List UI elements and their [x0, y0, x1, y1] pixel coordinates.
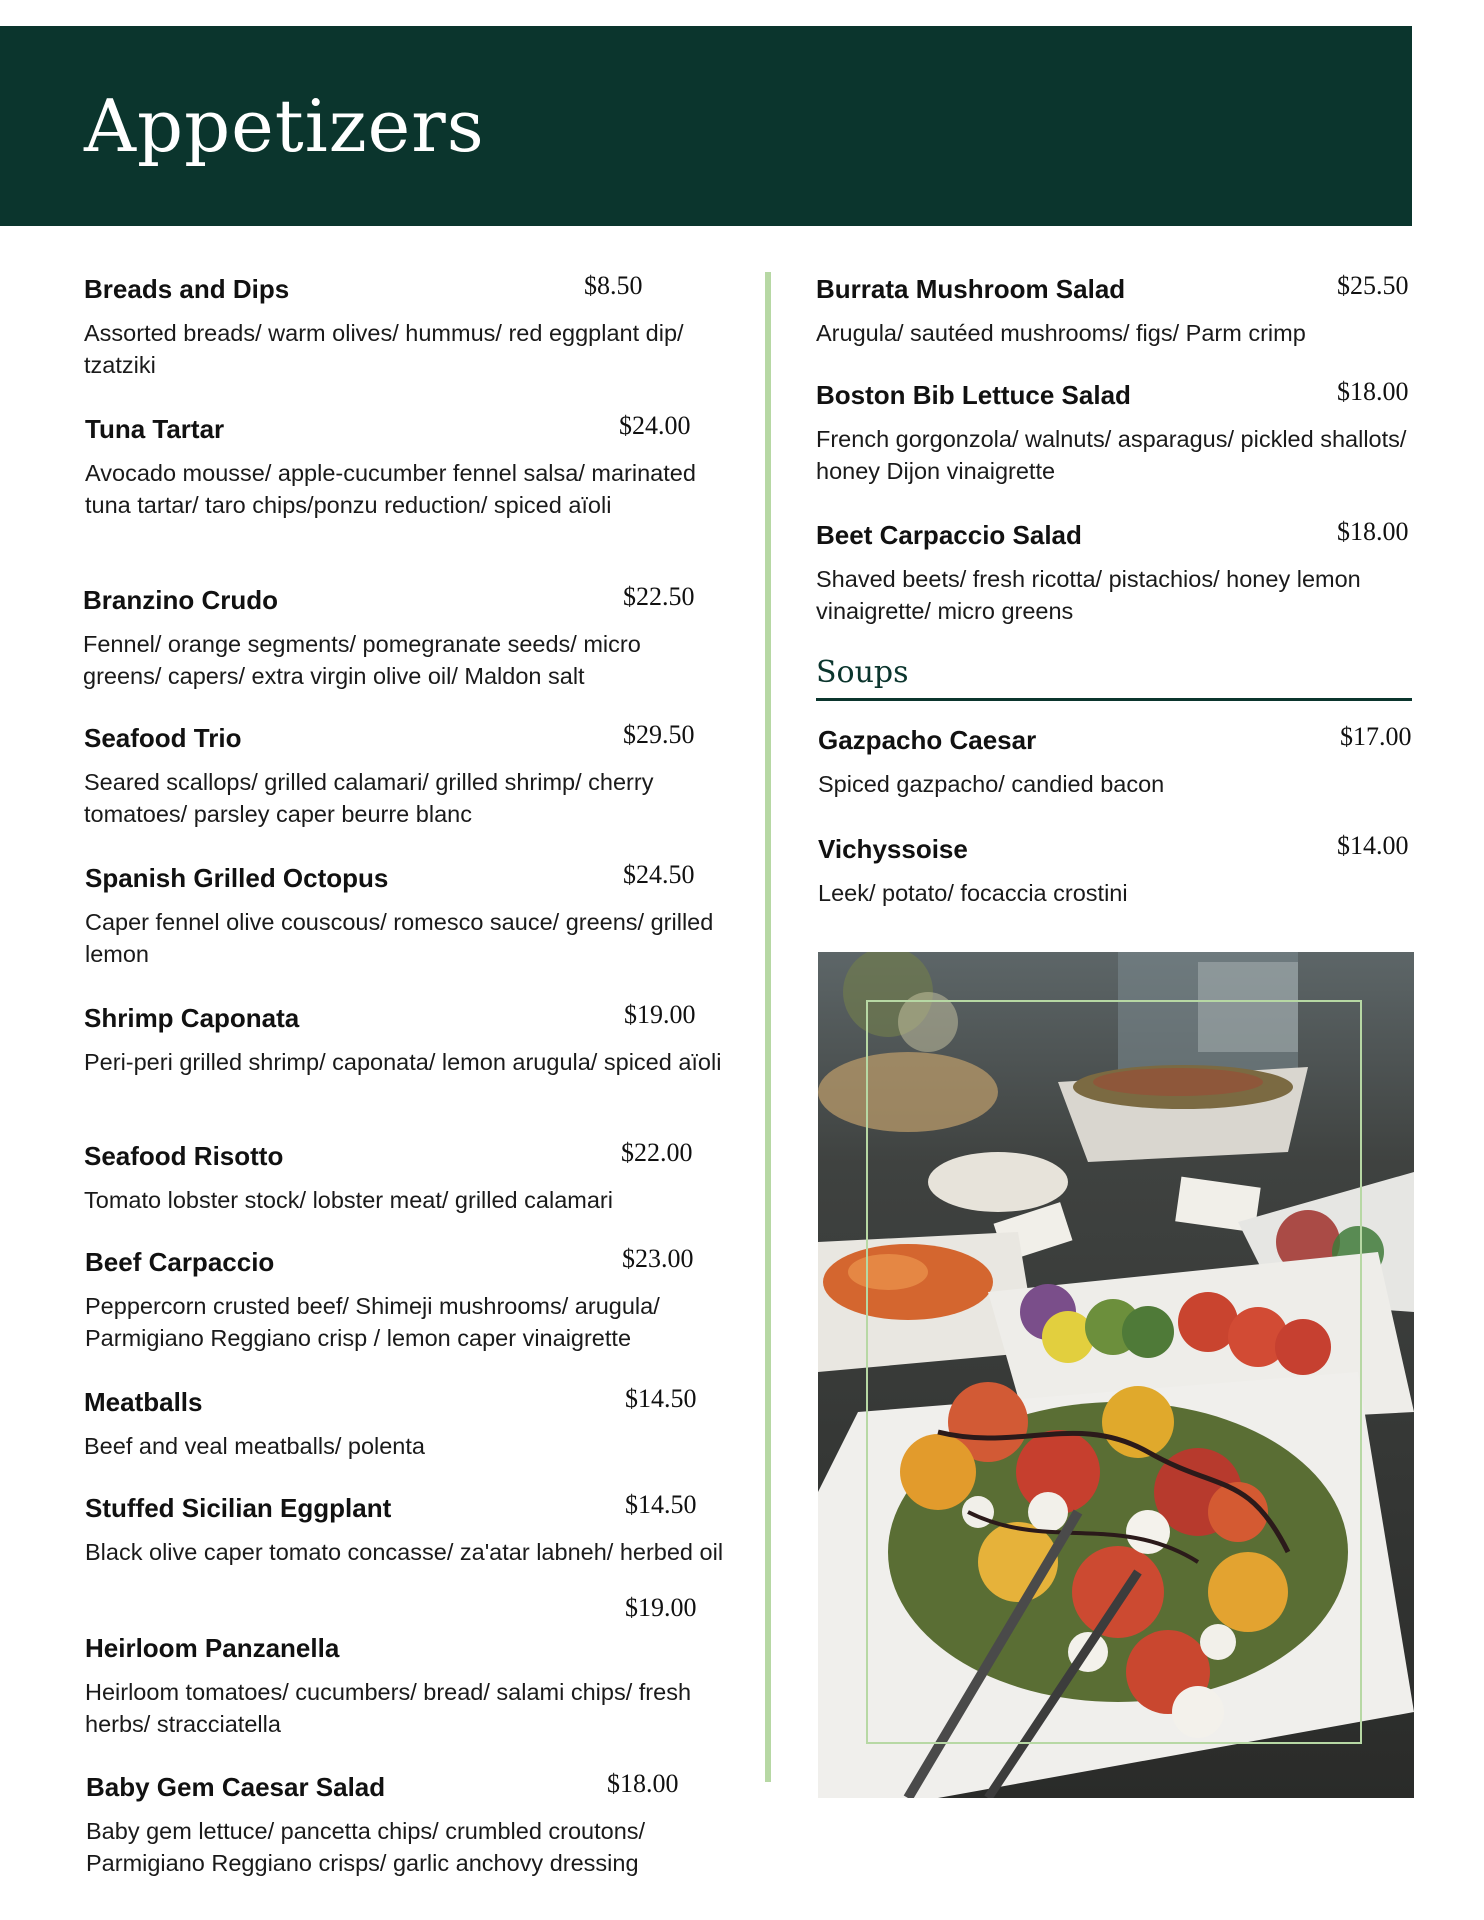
- item-description: Arugula/ sautéed mushrooms/ figs/ Parm crimp: [816, 320, 1306, 346]
- item-price: $14.50: [625, 1384, 697, 1413]
- section-heading-soups: Soups: [816, 655, 909, 690]
- item-price: $22.00: [621, 1138, 693, 1167]
- item-description: Caper fennel olive couscous/ romesco sauce/ greens/ grilled lemon: [85, 909, 714, 967]
- item-price: $19.00: [625, 1593, 697, 1622]
- item-description: Tomato lobster stock/ lobster meat/ grilled calamari: [84, 1187, 613, 1213]
- item-name: Seafood Trio: [84, 723, 242, 753]
- item-name: Beet Carpaccio Salad: [816, 520, 1082, 550]
- item-price: $25.50: [1337, 271, 1409, 300]
- item-price: $24.50: [623, 860, 695, 889]
- item-name: Meatballs: [84, 1387, 203, 1417]
- header-banner: [0, 26, 1412, 226]
- photo-frame: [866, 1000, 1362, 1744]
- item-name: Seafood Risotto: [84, 1141, 284, 1171]
- item-name: Spanish Grilled Octopus: [85, 863, 389, 893]
- item-price: $17.00: [1340, 722, 1412, 751]
- item-price: $24.00: [619, 411, 691, 440]
- item-description: Shaved beets/ fresh ricotta/ pistachios/ honey lemon vinaigrette/ micro greens: [816, 566, 1361, 624]
- item-name: Burrata Mushroom Salad: [816, 274, 1126, 304]
- item-price: $18.00: [1337, 377, 1409, 406]
- item-description: French gorgonzola/ walnuts/ asparagus/ pickled shallots/ honey Dijon vinaigrette: [816, 426, 1407, 484]
- buffet-photo: [818, 952, 1414, 1798]
- item-name: Baby Gem Caesar Salad: [86, 1772, 386, 1802]
- item-price: $23.00: [622, 1244, 694, 1273]
- item-price: $19.00: [624, 1000, 696, 1029]
- item-price: $29.50: [623, 720, 695, 749]
- item-description: Spiced gazpacho/ candied bacon: [818, 771, 1165, 797]
- item-description: Avocado mousse/ apple-cucumber fennel salsa/ marinated tuna tartar/ taro chips/ponzu reduction/ spiced aïoli: [85, 460, 696, 518]
- item-name: Tuna Tartar: [85, 414, 225, 444]
- item-price: $18.00: [607, 1769, 679, 1798]
- item-description: Seared scallops/ grilled calamari/ grilled shrimp/ cherry tomatoes/ parsley caper beurre blanc: [84, 769, 654, 827]
- item-description: Assorted breads/ warm olives/ hummus/ red eggplant dip/ tzatziki: [84, 320, 684, 378]
- item-name: Branzino Crudo: [83, 585, 278, 615]
- item-name: Breads and Dips: [84, 274, 290, 304]
- item-price: $18.00: [1337, 517, 1409, 546]
- item-name: Beef Carpaccio: [85, 1247, 275, 1277]
- item-description: Leek/ potato/ focaccia crostini: [818, 880, 1128, 906]
- item-name: Heirloom Panzanella: [85, 1633, 340, 1663]
- column-divider: [765, 272, 771, 1782]
- item-price: $14.00: [1337, 831, 1409, 860]
- item-description: Beef and veal meatballs/ polenta: [84, 1433, 425, 1459]
- item-description: Heirloom tomatoes/ cucumbers/ bread/ salami chips/ fresh herbs/ stracciatella: [85, 1679, 692, 1737]
- section-rule: [816, 698, 1412, 701]
- item-name: Boston Bib Lettuce Salad: [816, 380, 1131, 410]
- item-description: Black olive caper tomato concasse/ za'atar labneh/ herbed oil: [85, 1539, 724, 1565]
- item-name: Stuffed Sicilian Eggplant: [85, 1493, 392, 1523]
- item-price: $8.50: [584, 271, 643, 300]
- item-price: $14.50: [625, 1490, 697, 1519]
- item-name: Shrimp Caponata: [84, 1003, 300, 1033]
- item-price: $22.50: [623, 582, 695, 611]
- item-description: Baby gem lettuce/ pancetta chips/ crumbled croutons/ Parmigiano Reggiano crisps/ garlic anchovy dressing: [86, 1818, 646, 1876]
- item-description: Peri-peri grilled shrimp/ caponata/ lemon arugula/ spiced aïoli: [84, 1049, 722, 1075]
- item-description: Peppercorn crusted beef/ Shimeji mushrooms/ arugula/ Parmigiano Reggiano crisp / lemon caper vinaigrette: [85, 1293, 660, 1351]
- item-name: Vichyssoise: [818, 834, 968, 864]
- item-description: Fennel/ orange segments/ pomegranate seeds/ micro greens/ capers/ extra virgin olive oil/ Maldon salt: [83, 631, 641, 689]
- page-title: Appetizers: [84, 84, 485, 168]
- item-name: Gazpacho Caesar: [818, 725, 1037, 755]
